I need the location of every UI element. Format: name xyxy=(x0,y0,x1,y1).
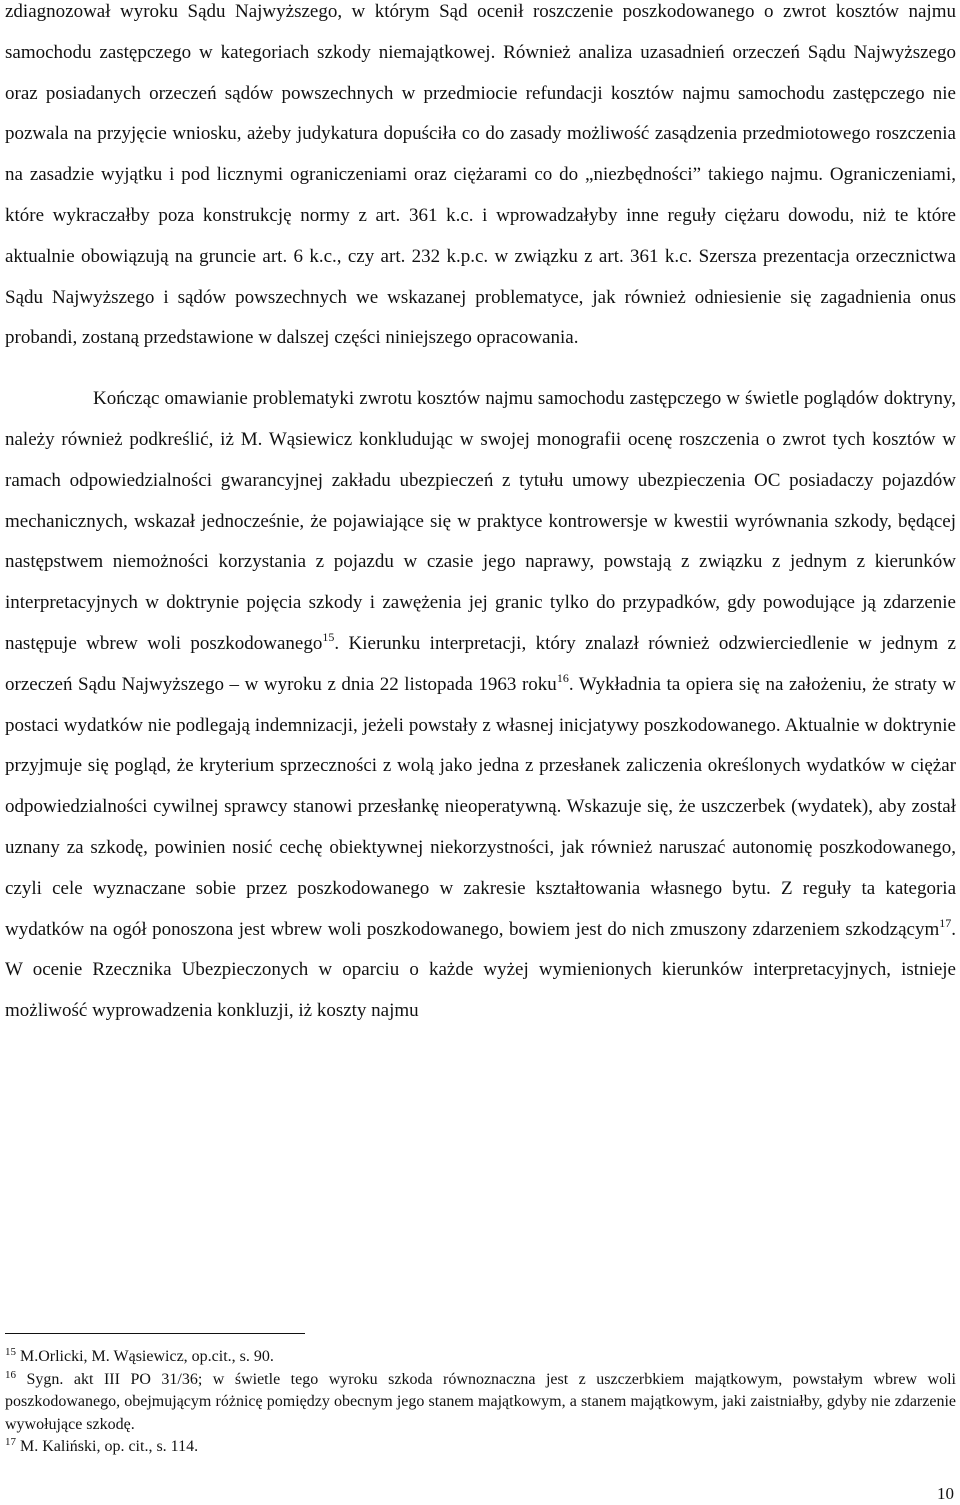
footnote-17 xyxy=(5,1436,956,1459)
paragraph-2-part-b: . Kierunku interpretacji, który znalazł również odzwierciedlenie w jednym z orzeczeń Sądu Najwyższego – w wyroku z dnia 22 listopada 1963 roku xyxy=(5,632,956,695)
footnote-15 xyxy=(5,1346,956,1369)
paragraph-2-part-a: Kończąc omawianie problematyki zwrotu kosztów najmu samochodu zastępczego w świetle poglądów doktryny, należy również podkreślić, iż M. Wąsiewicz konkludując w swojej monografii ocenę roszczenia o zwrot tych kosztów w ramach odpowiedzialności gwarancyjnej zakładu ubezpieczeń z tytułu umowy ubezpieczenia OC posiadaczy pojazdów mechanicznych, wskazał jednocześnie, że pojawiające się w praktyce kontrowersje w kwestii wyrównania szkody, będącej następstwem niemożności korzystania z pojazdu w czasie jego naprawy, powstają z związku z jednym z kierunków interpretacyjnych w doktrynie pojęcia szkody i zawężenia jej granic tylko do przypadków, gdy powodujące ją zdarzenie następuje wbrew woli poszkodowanego xyxy=(5,388,956,654)
footnote-text: M. Kaliński, op. cit., s. 114. xyxy=(16,1438,199,1455)
footnote-ref-17[interactable]: 17 xyxy=(939,915,952,930)
document-body xyxy=(5,0,956,1032)
paragraph-2-part-d: . W ocenie Rzecznika Ubezpieczonych w oparciu o każde wyżej wymienionych kierunków interpretacyjnych, istnieje możliwość wyprowadzenia konkluzji, iż koszty najmu xyxy=(5,918,956,1022)
paragraph-2-part-c: . Wykładnia ta opiera się na założeniu, że straty w postaci wydatków nie podlegają indemnizacji, jeżeli powstały z własnej inicjatywy poszkodowanego. Aktualnie w doktrynie przyjmuje się pogląd, że kryterium sprzeczności z wolą jako jedna z przesłanek zaliczenia określonych wydatków w ciężar odpowiedzialności cywilnej sprawcy stanowi przesłankę nieoperatywną. Wskazuje się, że uszczerbek (wydatek), aby został uznany za szkodę, powinien nosić cechę obiektywnej niekorzystności, jak również naruszać autonomię poszkodowanego, czyli cele wyznaczane sobie przez poszkodowanego w zakresie kształtowania własnego bytu. Z reguły ta kategoria wydatków na ogół ponoszona jest wbrew woli poszkodowanego, bowiem jest do nich zmuszony zdarzeniem szkodzącym xyxy=(5,673,957,940)
footnotes xyxy=(5,1346,956,1459)
footnote-text: M.Orlicki, M. Wąsiewicz, op.cit., s. 90. xyxy=(16,1348,274,1365)
footnote-16 xyxy=(5,1369,956,1437)
footnote-text: Sygn. akt III PO 31/36; w świetle tego wyroku szkoda równoznaczna jest z uszczerbkiem majątkowym, powstałym wbrew woli poszkodowanego, obejmującym różnicę pomiędzy obecnym jego stanem majątkowym, a stanem majątkowym, jaki zaistniałby, gdyby nie zdarzenie wywołujące szkodę. xyxy=(5,1370,956,1433)
footnote-number: 16 xyxy=(5,1368,16,1381)
footnote-separator xyxy=(5,1333,305,1334)
paragraph-1: zdiagnozował wyroku Sądu Najwyższego, w którym Sąd ocenił roszczenie poszkodowanego o zwrot kosztów najmu samochodu zastępczego w kategoriach szkody niemajątkowej. Również analiza uzasadnień orzeczeń Sądu Najwyższego oraz posiadanych orzeczeń sądów powszechnych w przedmiocie refundacji kosztów najmu samochodu zastępczego nie pozwala na przyjęcie wniosku, ażeby judykatura dopuściła co do zasady możliwość zasądzenia przedmiotowego roszczenia na zasadzie wyjątku i pod licznymi ograniczeniami oraz ciężarami co do „niezbędności” takiego najmu. Ograniczeniami, które wykraczałby poza konstrukcję normy z art. 361 k.c. i wprowadzałyby inne reguły ciężaru dowodu, niż te które aktualnie obowiązują na gruncie art. 6 k.c., czy art. 232 k.p.c. w związku z art. 361 k.c. Szersza prezentacja orzecznictwa Sądu Najwyższego i sądów powszechnych we wskazanej problematyce, jak również odniesienie się zagadnienia onus probandi, zostaną przedstawione w dalszej części niniejszego opracowania. xyxy=(5,1,956,349)
footnote-number: 17 xyxy=(5,1436,16,1448)
footnote-ref-15[interactable]: 15 xyxy=(322,629,335,644)
paragraph-2 xyxy=(5,379,956,1032)
footnote-ref-16[interactable]: 16 xyxy=(556,670,569,685)
page-number: 10 xyxy=(937,1484,954,1503)
footnote-number: 15 xyxy=(5,1346,16,1358)
